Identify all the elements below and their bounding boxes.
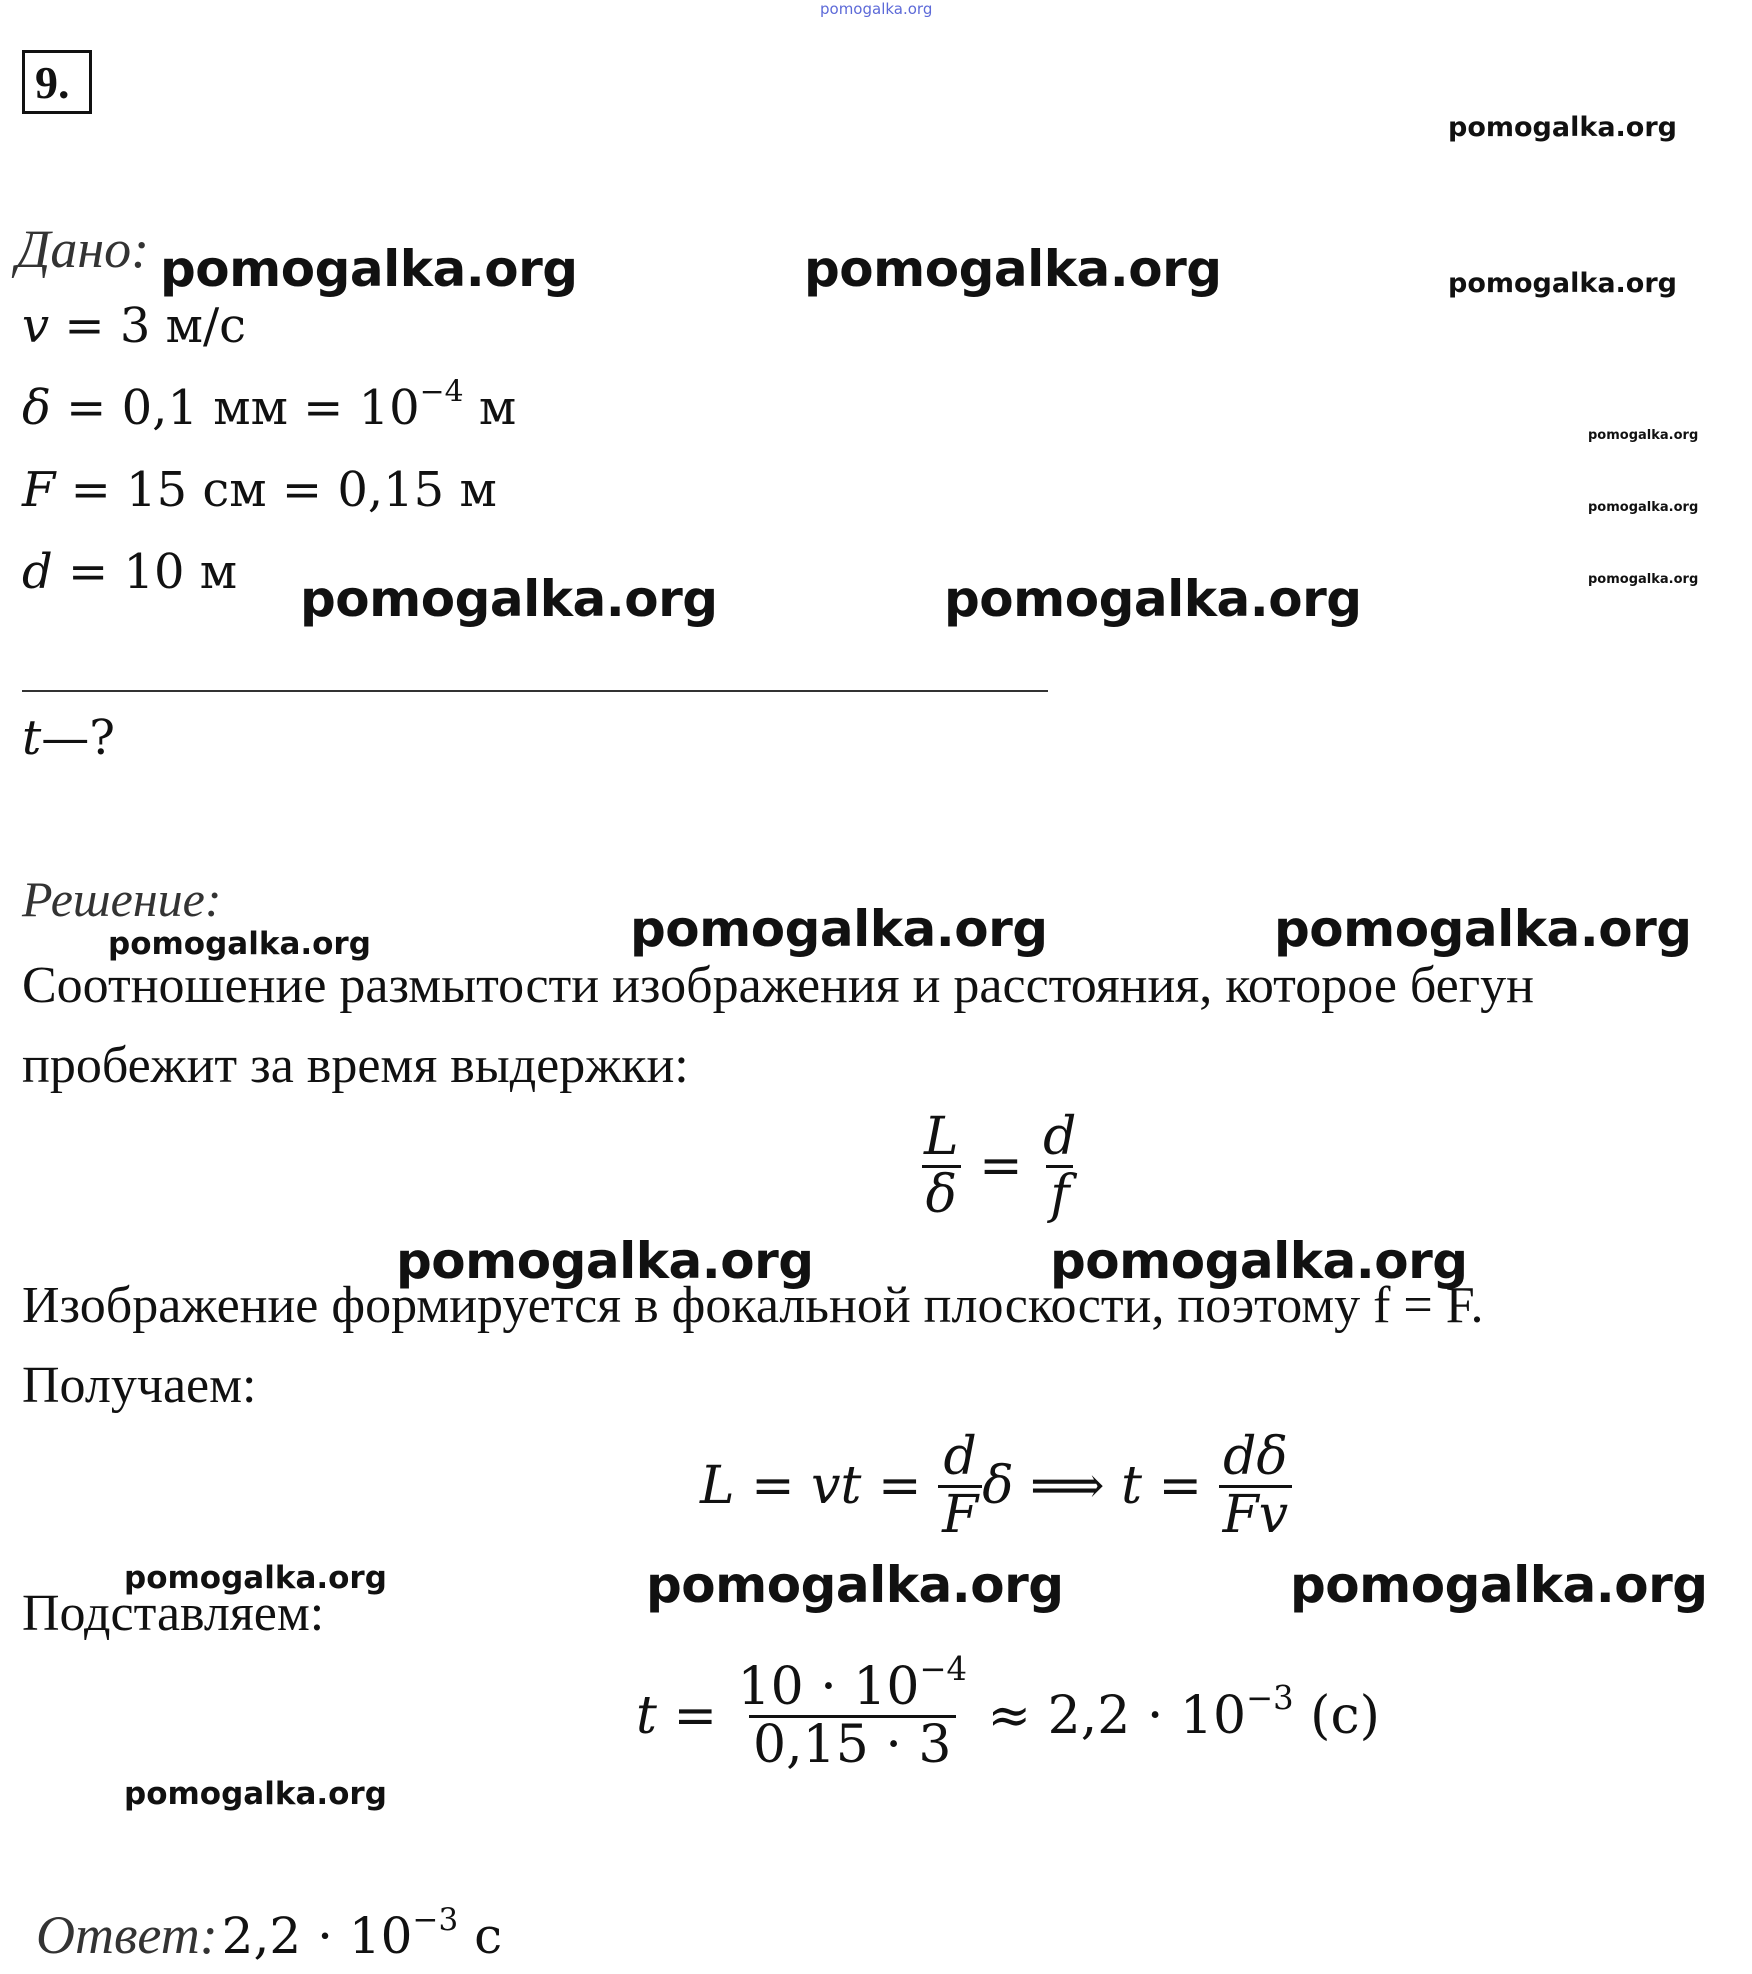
solution-paragraph-2-line-1: Изображение формируется в фокальной плоскости, поэтому f = F. <box>22 1277 1484 1334</box>
given-line-delta: δ = 0,1 мм = $10^{-4}$ м <box>22 374 517 436</box>
answer-label: Ответ: <box>36 1905 218 1965</box>
find-line: t—? <box>22 710 116 766</box>
watermark-top: pomogalka.org <box>820 0 933 18</box>
watermark-right-4: pomogalka.org <box>1588 500 1699 515</box>
problem-number: 9. <box>22 50 92 114</box>
formula-substitution: t = $\frac{10 \cdot 10^{-4}}{0,15 \cdot 3}$ ≈ $2,2 \cdot 10^{-3}$ (с) <box>636 1649 1380 1775</box>
watermark-sol-1: pomogalka.org <box>108 926 371 962</box>
watermark-sol-2: pomogalka.org <box>630 900 1048 958</box>
watermark-given-3: pomogalka.org <box>300 570 718 628</box>
watermark-given-4: pomogalka.org <box>944 570 1362 628</box>
watermark-given-2: pomogalka.org <box>804 240 1222 298</box>
watermark-given-1: pomogalka.org <box>160 240 578 298</box>
watermark-sol-7: pomogalka.org <box>646 1556 1064 1614</box>
watermark-sol-3: pomogalka.org <box>1274 900 1692 958</box>
watermark-sol-6: pomogalka.org <box>124 1560 387 1596</box>
given-line-v: v = 3 м/с <box>22 298 247 354</box>
watermark-right-2: pomogalka.org <box>1448 268 1677 299</box>
solution-paragraph-3: Подставляем: <box>22 1585 325 1642</box>
watermark-sol-9: pomogalka.org <box>124 1776 387 1812</box>
given-heading: Дано: <box>16 219 150 279</box>
answer-value: $2,2 \cdot 10^{-3}$ с <box>221 1901 503 1965</box>
watermark-right-1: pomogalka.org <box>1448 112 1677 143</box>
solution-paragraph-1-line-1: Соотношение размытости изображения и расстояния, которое бегун <box>22 957 1534 1014</box>
formula-time: L = vt = $\frac{d}{F}$ δ ⟹ t = $\frac{d\delta}{Fv}$ <box>700 1430 1292 1542</box>
given-line-d: d = 10 м <box>22 544 238 600</box>
watermark-sol-8: pomogalka.org <box>1290 1556 1708 1614</box>
solution-paragraph-1-line-2: пробежит за время выдержки: <box>22 1037 689 1094</box>
solution-paragraph-2-line-2: Получаем: <box>22 1357 257 1414</box>
watermark-right-3: pomogalka.org <box>1588 428 1699 443</box>
watermark-right-5: pomogalka.org <box>1588 572 1699 587</box>
given-divider <box>22 690 1048 692</box>
watermark-sol-5: pomogalka.org <box>1050 1232 1468 1290</box>
given-line-f: F = 15 см = 0,15 м <box>22 462 497 518</box>
watermark-sol-4: pomogalka.org <box>396 1232 814 1290</box>
answer-line <box>36 1901 503 1966</box>
formula-ratio: $\frac{L}{\delta}$ = $\frac{d}{f}$ <box>920 1110 1080 1222</box>
solution-heading: Решение: <box>22 871 222 927</box>
